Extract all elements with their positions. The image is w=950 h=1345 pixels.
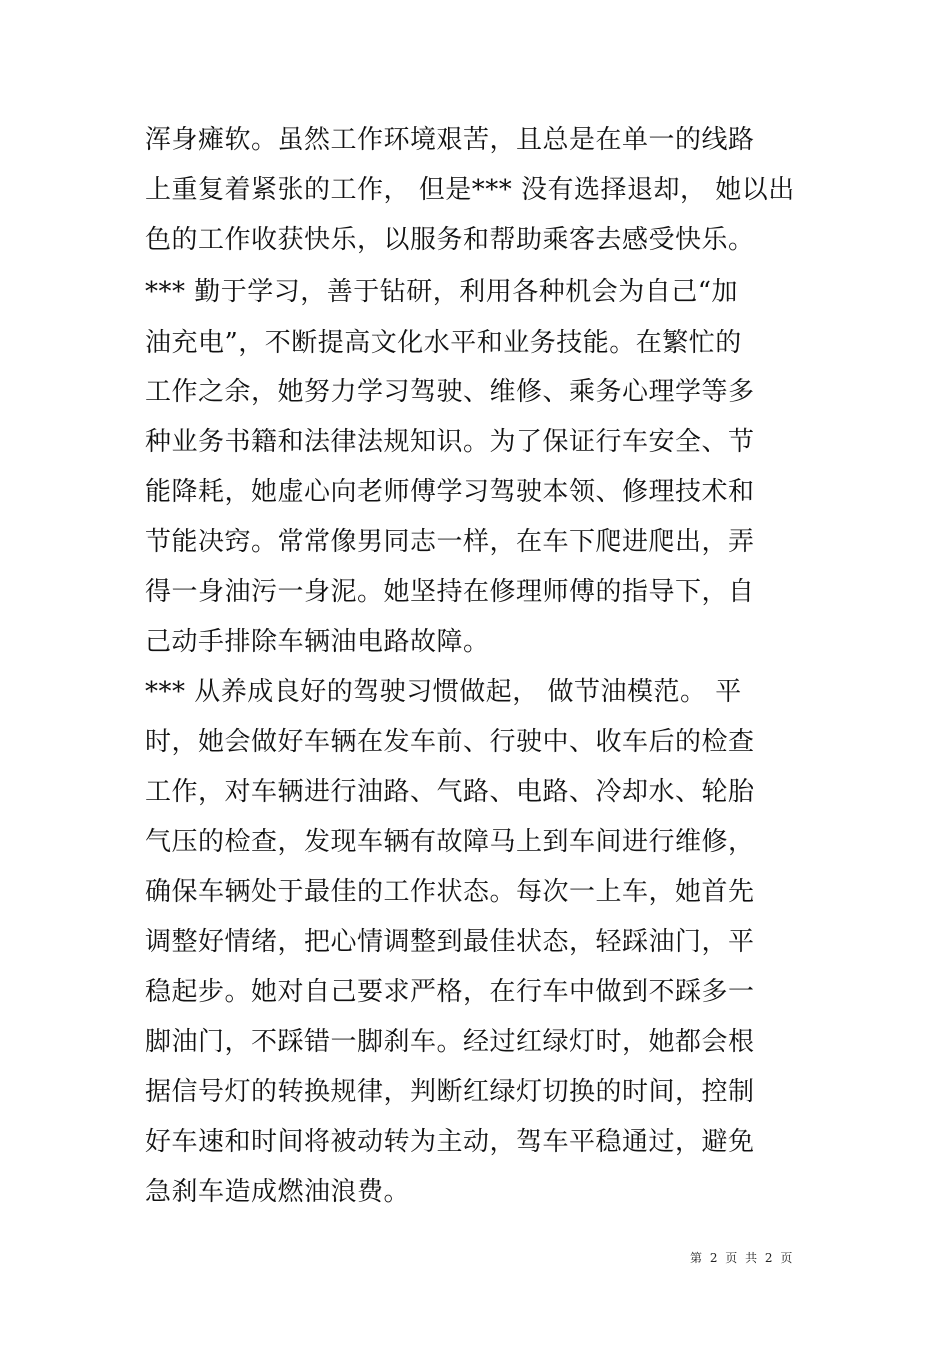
text-line: 上重复着紧张的工作， 但是*** 没有选择退却， 她以出 (145, 175, 795, 205)
text-line: 得一身油污一身泥。她坚持在修理师傅的指导下，自 (145, 577, 755, 607)
text-line: 种业务书籍和法律法规知识。为了保证行车安全、节 (145, 427, 755, 457)
text-line: *** 勤于学习，善于钻研，利用各种机会为自己“加 (145, 277, 739, 307)
text-line: 时，她会做好车辆在发车前、行驶中、收车后的检查 (145, 727, 755, 757)
text-line: 急刹车造成燃油浪费。 (145, 1177, 411, 1207)
text-line: 浑身瘫软。虽然工作环境艰苦，且总是在单一的线路 (145, 125, 755, 155)
text-line: 节能决窍。常常像男同志一样，在车下爬进爬出，弄 (145, 527, 755, 557)
text-line: 油充电”，不断提高文化水平和业务技能。在繁忙的 (145, 328, 742, 358)
text-line: 色的工作收获快乐，以服务和帮助乘客去感受快乐。 (145, 225, 755, 255)
text-line: 能降耗，她虚心向老师傅学习驾驶本领、修理技术和 (145, 477, 755, 507)
text-line: 据信号灯的转换规律，判断红绿灯切换的时间，控制 (145, 1077, 755, 1107)
page-footer: 第 2 页 共 2 页 (690, 1251, 795, 1265)
text-line: 稳起步。她对自己要求严格，在行车中做到不踩多一 (145, 977, 755, 1007)
text-line: 确保车辆处于最佳的工作状态。每次一上车，她首先 (145, 877, 755, 907)
text-line: 己动手排除车辆油电路故障。 (145, 627, 490, 657)
text-line: *** 从养成良好的驾驶习惯做起， 做节油模范。 平 (145, 677, 742, 707)
text-line: 气压的检查，发现车辆有故障马上到车间进行维修， (145, 827, 755, 857)
text-line: 工作之余，她努力学习驾驶、维修、乘务心理学等多 (145, 377, 755, 407)
text-line: 工作，对车辆进行油路、气路、电路、冷却水、轮胎 (145, 777, 755, 807)
text-line: 好车速和时间将被动转为主动，驾车平稳通过，避免 (145, 1127, 755, 1157)
text-line: 脚油门，不踩错一脚刹车。经过红绿灯时，她都会根 (145, 1027, 755, 1057)
text-line: 调整好情绪，把心情调整到最佳状态，轻踩油门，平 (145, 927, 755, 957)
